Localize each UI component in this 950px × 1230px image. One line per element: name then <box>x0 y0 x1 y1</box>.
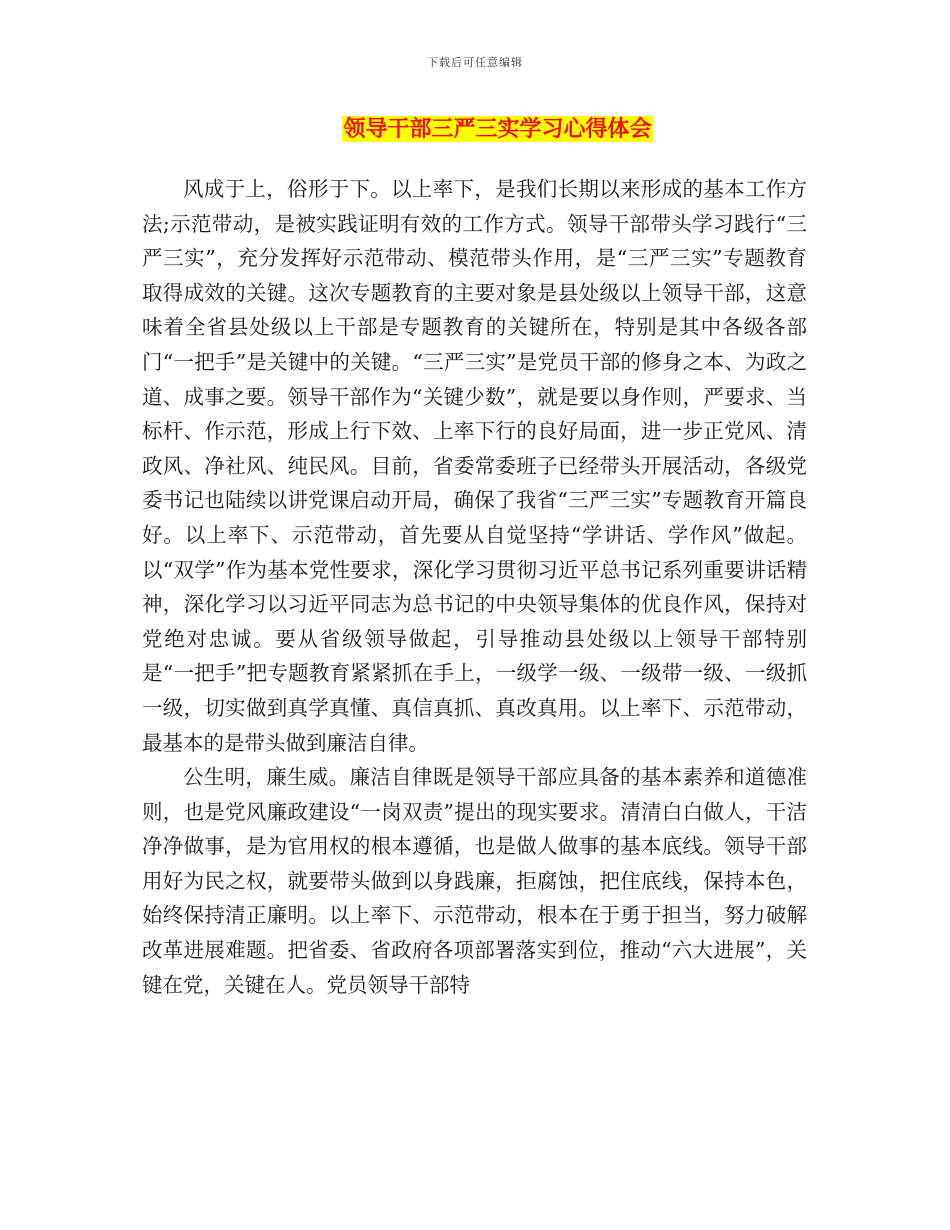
paragraph-1: 风成于上，俗形于下。以上率下，是我们长期以来形成的基本工作方法;示范带动，是被实践证明有效的工作方式。领导干部带头学习践行“三严三实”，充分发挥好示范带动、模范带头作用，是“三严三实”专题教育取得成效的关键。这次专题教育的主要对象是县处级以上领导干部，这意味着全省县处级以上干部是专题教育的关键所在，特别是其中各级各部门“一把手”是关键中的关键。“三严三实”是党员干部的修身之本、为政之道、成事之要。领导干部作为“关键少数”，就是要以身作则，严要求、当标杆、作示范，形成上行下效、上率下行的良好局面，进一步正党风、清政风、净社风、纯民风。目前，省委常委班子已经带头开展活动，各级党委书记也陆续以讲党课启动开局，确保了我省“三严三实”专题教育开篇良好。以上率下、示范带动，首先要从自觉坚持“学讲话、学作风”做起。以“双学”作为基本党性要求，深化学习贯彻习近平总书记系列重要讲话精神，深化学习以习近平同志为总书记的中央领导集体的优良作风，保持对党绝对忠诚。要从省级领导做起，引导推动县处级以上领导干部特别是“一把手”把专题教育紧紧抓在手上，一级学一级、一级带一级、一级抓一级，切实做到真学真懂、真信真抓、真改真用。以上率下、示范带动，最基本的是带头做到廉洁自律。 <box>142 177 807 755</box>
document-title-text: 领导干部三严三实学习心得体会 <box>343 116 652 142</box>
document-title <box>0 112 950 143</box>
header-note: 下载后可任意编辑 <box>427 56 523 69</box>
paragraph-2: 公生明，廉生威。廉洁自律既是领导干部应具备的基本素养和道德准则，也是党风廉政建设“一岗双责”提出的现实要求。清清白白做人，干洁净净做事，是为官用权的根本遵循，也是做人做事的基本底线。领导干部用好为民之权，就要带头做到以身践廉，拒腐蚀，把住底线，保持本色，始终保持清正廉明。以上率下、示范带动，根本在于勇于担当，努力破解改革进展难题。把省委、省政府各项部署落实到位，推动“六大进展”，关键在党，关键在人。党员领导干部特 <box>142 765 807 997</box>
document-body <box>142 172 807 1002</box>
